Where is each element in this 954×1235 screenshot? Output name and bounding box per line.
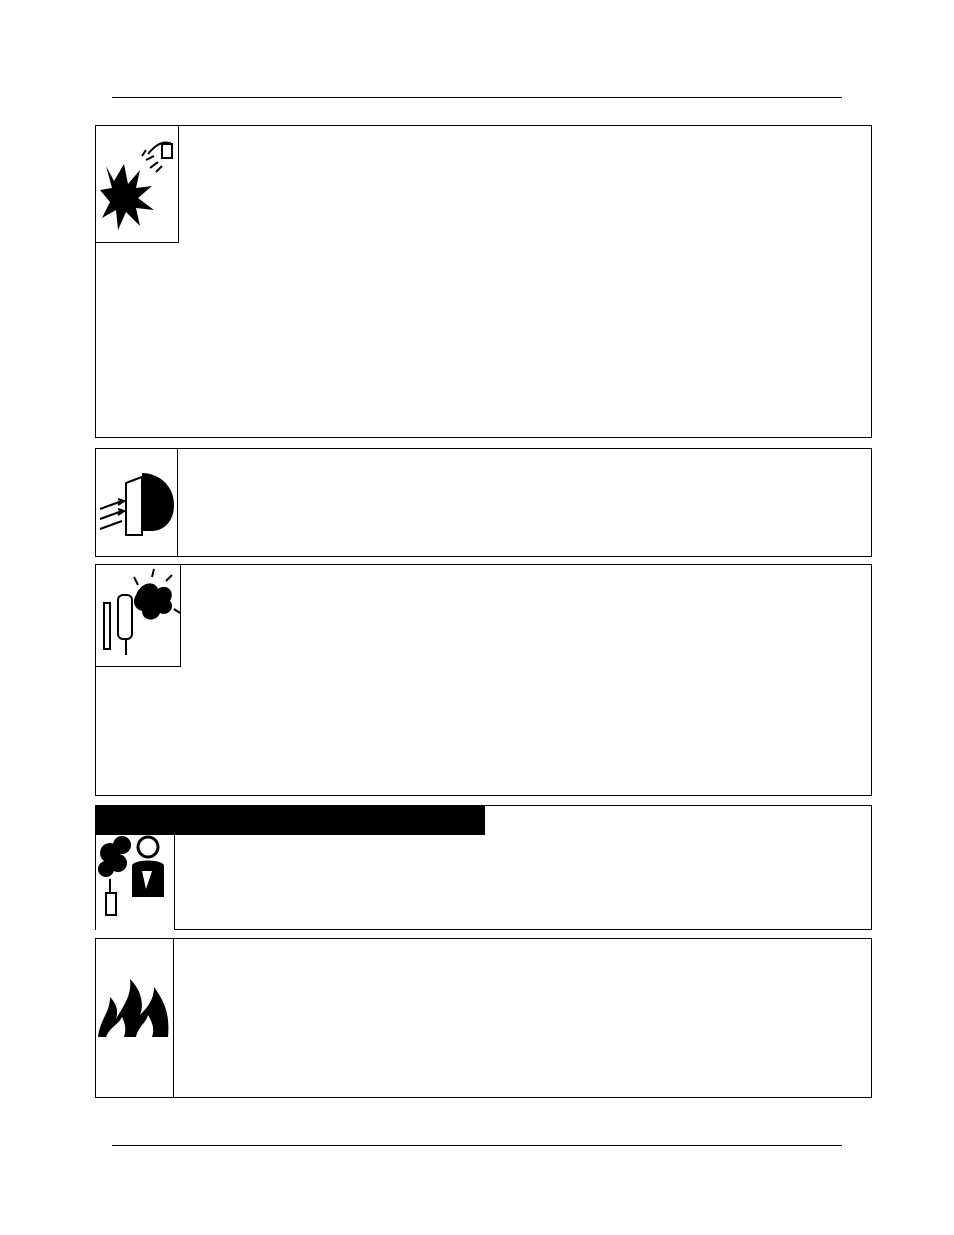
cylinder-icon-box xyxy=(96,565,181,667)
gas-cylinder-explosion-icon xyxy=(96,565,181,667)
header-rule xyxy=(112,97,842,98)
footer-rule xyxy=(112,1145,842,1146)
section-sparks xyxy=(95,125,872,438)
sparks-icon-box xyxy=(96,126,179,243)
exhaust-icon-box xyxy=(96,835,175,930)
flames-icon-box xyxy=(96,939,174,1097)
section-exhaust xyxy=(95,805,872,930)
face-shield-icon xyxy=(96,449,178,556)
exhaust-fumes-icon xyxy=(96,835,175,930)
section-flying-metal xyxy=(95,448,872,557)
flames-icon xyxy=(96,939,174,1097)
face-shield-icon-box xyxy=(96,449,178,556)
sparks-explosion-icon xyxy=(96,126,179,243)
section-cylinders xyxy=(95,564,872,796)
warning-banner xyxy=(96,806,485,835)
section-fuel xyxy=(95,938,872,1098)
